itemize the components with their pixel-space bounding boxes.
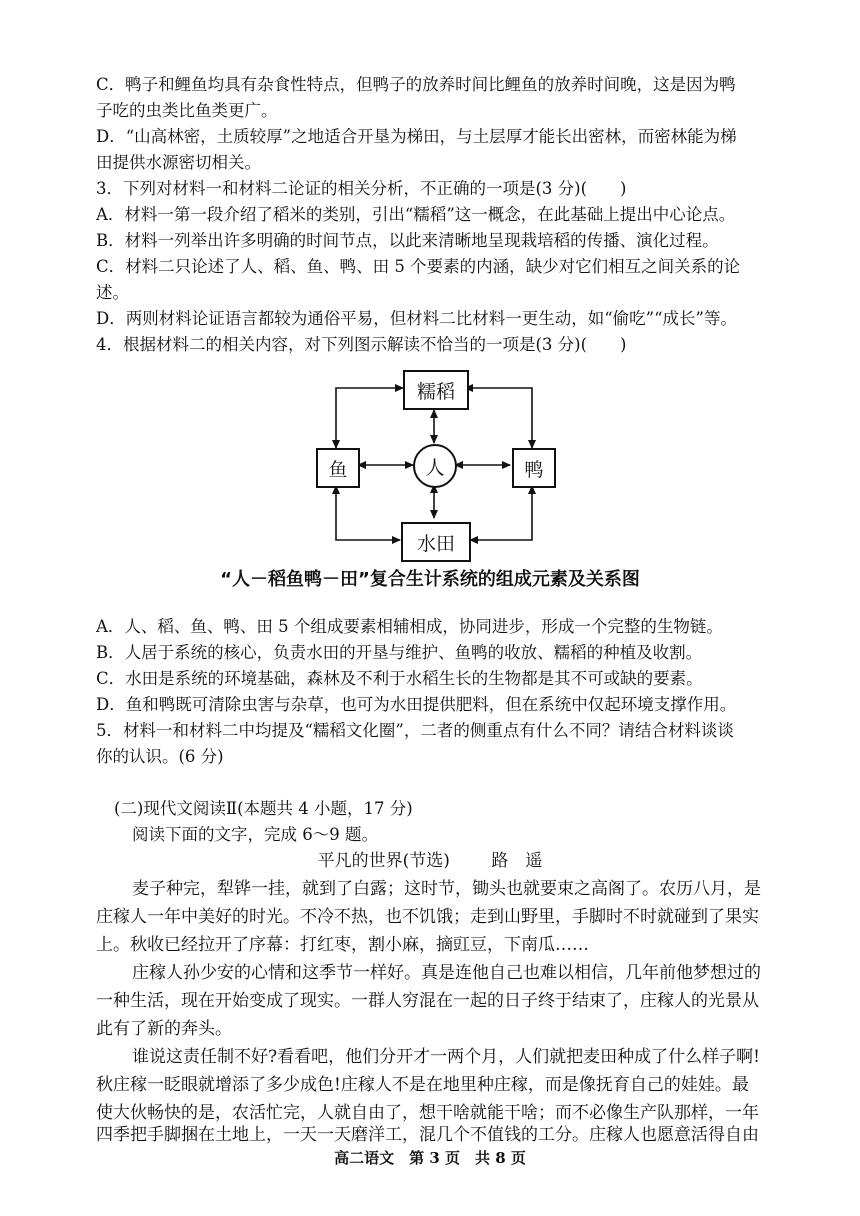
question-3: 3．下列对材料一和材料二论证的相关分析，不正确的一项是(3 分)( ) [96,179,627,198]
essay-p3-line1: 谁说这责任制不好?看看吧，他们分开才一两个月，人们就把麦田种成了什么样子啊! [132,1047,760,1067]
essay-p3-line3: 使大伙畅快的是，农活忙完，人就自由了，想干啥就能干啥；而不必像生产队那样，一年 [96,1103,759,1123]
q3-option-a: A．材料一第一段介绍了稻米的类别，引出“糯稻”这一概念，在此基础上提出中心论点。 [96,205,736,224]
section-instruction: 阅读下面的文字，完成 6～9 题。 [132,825,378,844]
node-rice: 糯稻 [403,370,469,410]
option-d-line2: 田提供水源密切相关。 [96,153,261,172]
essay-title: 平凡的世界(节选) [317,851,450,871]
q4-option-c: C．水田是系统的环境基础，森林及不利于水稻生长的生物都是其不可或缺的要素。 [96,669,703,688]
essay-p3-line2: 秋庄稼一眨眼就增添了多少成色!庄稼人不是在地里种庄稼，而是像抚育自己的娃娃。最 [96,1075,749,1095]
arrow-rice-fish [336,388,403,448]
essay-author: 路 遥 [491,851,543,871]
node-person: 人 [413,444,457,488]
essay-p1-line2: 庄稼人一年中美好的时光。不冷不热，也不饥饿；走到山野里，手脚时不时就碰到了果实 [96,907,759,927]
essay-p2-line1: 庄稼人孙少安的心情和这季节一样好。真是连他自己也难以相信，几年前他梦想过的 [132,963,761,983]
essay-p2-line2: 一种生活，现在开始变成了现实。一群人穷混在一起的日子终于结束了，庄稼人的光景从 [96,991,759,1011]
q4-option-b: B．人居于系统的核心，负责水田的开垦与维护、鱼鸭的收放、糯稻的种植及收割。 [96,643,703,662]
question-4: 4．根据材料二的相关内容，对下列图示解读不恰当的一项是(3 分)( ) [96,335,627,354]
q4-option-a: A．人、稻、鱼、鸭、田 5 个组成要素相辅相成，协同进步，形成一个完整的生物链。 [96,617,723,636]
arrow-duck-field [470,486,532,540]
q3-option-c-line1: C．材料二只论述了人、稻、鱼、鸭、田 5 个要素的内涵，缺少对它们相互之间关系的论 [96,257,741,276]
q3-option-b: B．材料一列举出许多明确的时间节点，以此来清晰地呈现栽培稻的传播、演化过程。 [96,231,719,250]
node-fish: 鱼 [316,448,360,488]
q3-option-d: D．两则材料论证语言都较为通俗平易，但材料二比材料一更生动，如“偷吃”“成长”等。 [96,309,737,328]
page-footer: 高二语文 第 3 页 共 8 页 [334,1149,526,1167]
node-duck: 鸭 [512,448,556,488]
option-c-line1: C．鸭子和鲤鱼均具有杂食性特点，但鸭子的放养时间比鲤鱼的放养时间晚，这是因为鸭 [96,75,736,94]
q4-option-d: D．鱼和鸭既可清除虫害与杂草，也可为水田提供肥料，但在系统中仅起环境支撑作用。 [96,695,737,714]
arrow-rice-duck [465,388,532,448]
essay-p2-line3: 此有了新的奔头。 [96,1019,232,1039]
option-d-line1: D．“山高林密，土质较厚”之地适合开垦为梯田，与土层厚才能长出密林，而密林能为梯 [96,127,737,146]
essay-p1-line3: 上。秋收已经拉开了序幕：打红枣，割小麻，摘豇豆，下南瓜…… [96,935,589,955]
essay-title-row [0,848,860,874]
q3-option-c-line2: 述。 [96,283,129,302]
diagram-caption: “人－稻鱼鸭－田”复合生计系统的组成元素及关系图 [220,569,640,590]
section-heading: (二)现代文阅读Ⅱ(本题共 4 小题，17 分) [114,799,413,818]
essay-p1-line1: 麦子种完，犁铧一挂，就到了白露；这时节，锄头也就要束之高阁了。农历八月，是 [132,879,761,899]
option-c-line2: 子吃的虫类比鱼类更广。 [96,101,278,120]
essay-p3-line4: 四季把手脚捆在土地上，一天一天磨洋工，混几个不值钱的工分。庄稼人也愿意活得自由 [96,1125,759,1145]
question-5-line2: 你的认识。(6 分) [96,747,224,766]
node-field: 水田 [401,522,471,562]
arrow-fish-field [336,486,400,540]
question-5-line1: 5．材料一和材料二中均提及“糯稻文化圈”，二者的侧重点有什么不同？请结合材料谈谈 [96,721,734,740]
